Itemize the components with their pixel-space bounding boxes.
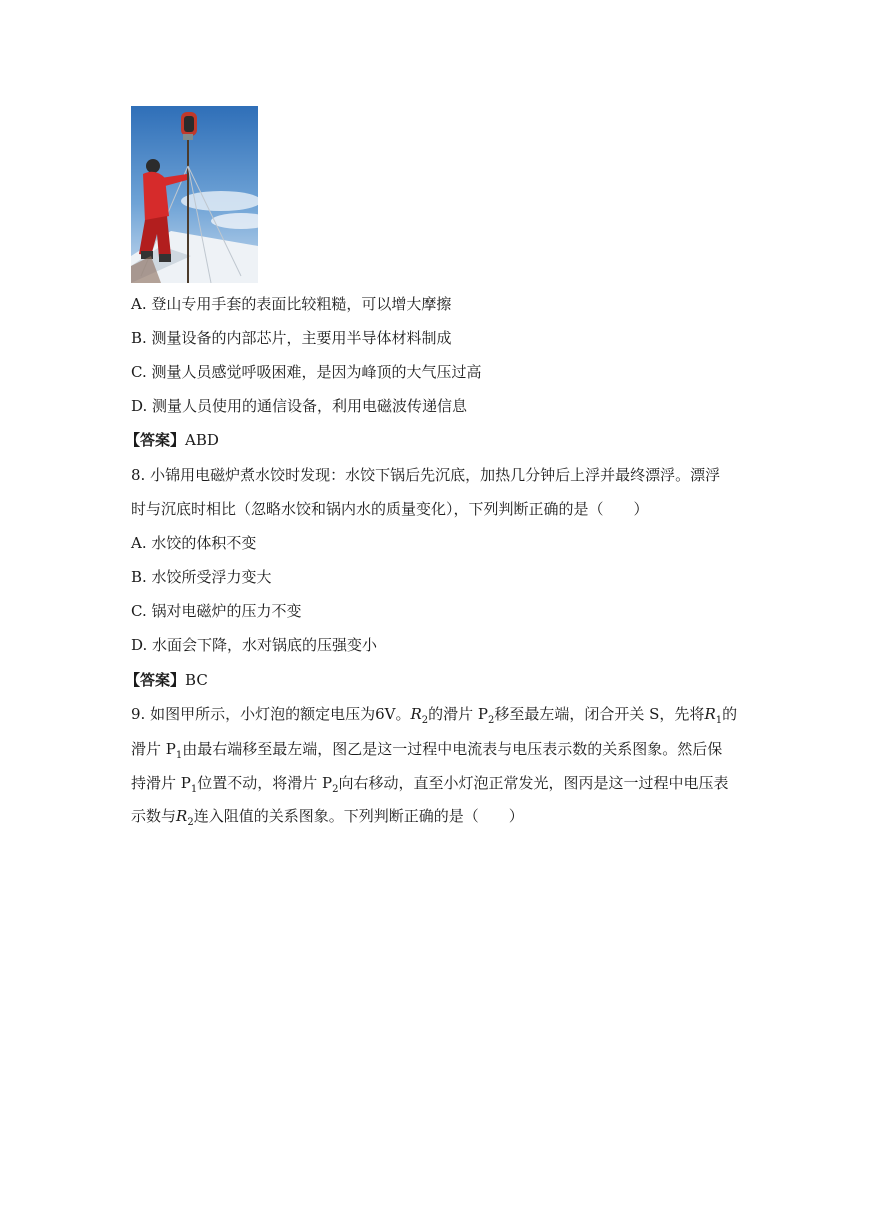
q7-option-b: B. 测量设备的内部芯片，主要用半导体材料制成 — [131, 329, 452, 347]
q8-option-d: D. 水面会下降，水对锅底的压强变小 — [131, 636, 378, 654]
answer-label: 【答案】 — [125, 671, 186, 689]
q9-stem-line-3: 持滑片 $P_1$位置不动，将滑片 $P_2$向右移动，直至小灯泡正常发光，图丙是这一过程中电压表 — [131, 774, 729, 795]
q9-stem-line-4: 示数与$R_2$连入阻值的关系图象。下列判断正确的是（ ） — [131, 807, 524, 828]
q8-stem-line-2: 时与沉底时相比（忽略水饺和锅内水的质量变化），下列判断正确的是（ ） — [131, 500, 649, 518]
q8-answer — [125, 670, 208, 690]
answer-label: 【答案】 — [125, 431, 186, 449]
q9-stem-line-2: 滑片 $P_1$由最右端移至最左端，图乙是这一过程中电流表与电压表示数的关系图象。然后保 — [131, 740, 723, 761]
q8-stem-line-1: 8. 小锦用电磁炉煮水饺时发现：水饺下锅后先沉底，加热几分钟后上浮并最终漂浮。漂浮 — [131, 466, 721, 484]
q9-stem-line-1: 9. 如图甲所示，小灯泡的额定电压为6V。$R_2$的滑片 $P_2$移至最左端，闭合开关 S，先将$R_1$的 — [131, 705, 738, 726]
q8-option-a: A. 水饺的体积不变 — [131, 534, 257, 552]
q8-option-b: B. 水饺所受浮力变大 — [131, 568, 272, 586]
q7-option-a: A. 登山专用手套的表面比较粗糙，可以增大摩擦 — [131, 295, 452, 313]
q8-option-c: C. 锅对电磁炉的压力不变 — [131, 602, 302, 620]
mountain-survey-photo — [131, 106, 258, 283]
q7-option-c: C. 测量人员感觉呼吸困难，是因为峰顶的大气压过高 — [131, 363, 482, 381]
answer-value: ABD — [185, 431, 219, 449]
q7-answer — [125, 430, 219, 450]
q7-option-d: D. 测量人员使用的通信设备，利用电磁波传递信息 — [131, 397, 468, 415]
answer-value: BC — [185, 671, 208, 689]
